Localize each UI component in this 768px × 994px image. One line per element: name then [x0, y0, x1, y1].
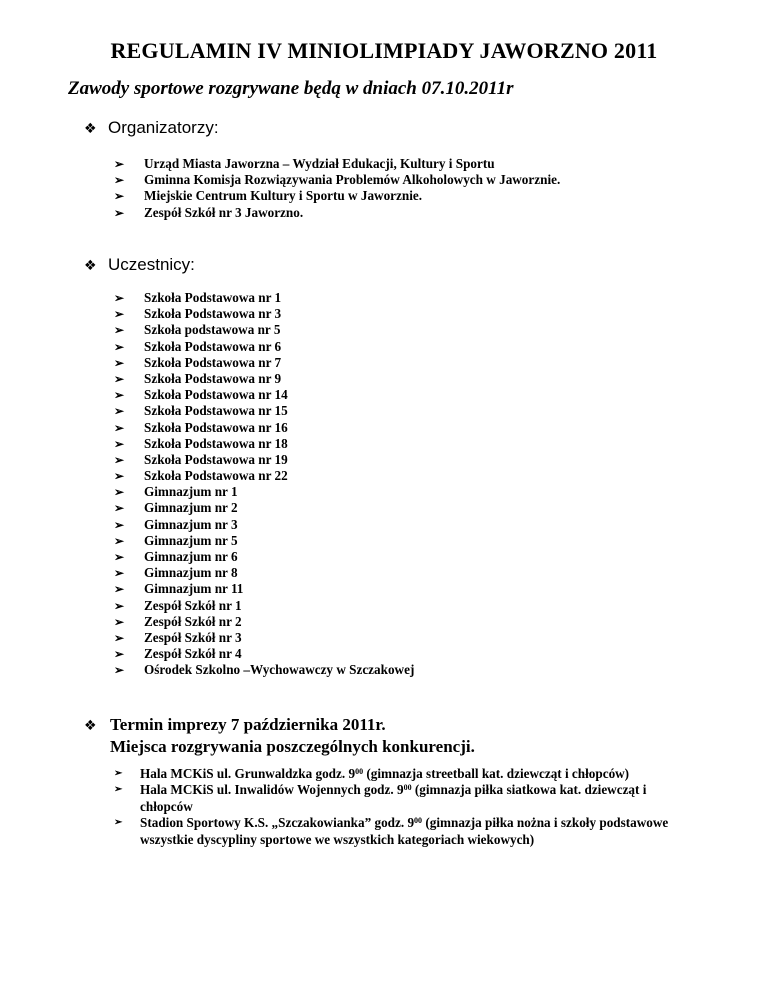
venue-time-superscript: 00: [355, 767, 364, 776]
participant-item: [114, 565, 414, 581]
organizer-item: [114, 172, 560, 188]
participant-item-label: Gimnazjum nr 6: [144, 549, 238, 564]
organizer-item-label: Miejskie Centrum Kultury i Sportu w Jaworznie.: [144, 188, 423, 204]
participant-item-label: Gimnazjum nr 11: [144, 581, 244, 597]
participant-item-label: Szkoła Podstawowa nr 3: [144, 306, 282, 322]
arrow-bullet-icon: ➢: [114, 517, 125, 532]
participant-item-label: Zespół Szkół nr 3: [144, 629, 242, 645]
arrow-bullet-icon: ➢: [114, 339, 125, 354]
arrow-bullet-icon: ➢: [114, 598, 125, 613]
participant-item: [114, 420, 414, 436]
participant-item: [114, 614, 414, 630]
arrow-bullet-icon: ➢: [114, 173, 125, 188]
arrow-bullet-icon: ➢: [114, 404, 125, 419]
participant-item-label: Gimnazjum nr 2: [144, 500, 238, 516]
participant-item: [114, 581, 414, 597]
participant-item: [114, 598, 414, 614]
diamond-bullet-icon: ❖: [84, 257, 97, 273]
diamond-bullet-icon: ❖: [84, 120, 97, 136]
organizers-list: [114, 156, 560, 221]
participant-item-label: Szkoła Podstawowa nr 14: [144, 387, 288, 403]
participant-item-label: Gimnazjum nr 3: [144, 516, 238, 532]
participant-item-label: Zespół Szkół nr 2: [144, 613, 242, 629]
venue-item: [114, 766, 674, 782]
schedule-heading-line1: Termin imprezy 7 października 2011r.: [110, 715, 386, 734]
arrow-bullet-icon: ➢: [114, 355, 125, 370]
participant-item: [114, 468, 414, 484]
participant-item-label: Szkoła Podstawowa nr 15: [144, 403, 288, 419]
participant-item: [114, 306, 414, 322]
participant-item-label: Ośrodek Szkolno –Wychowawczy w Szczakowej: [144, 662, 415, 678]
venue-text: Stadion Sportowy K.S. „Szczakowianka” godz. 9: [140, 815, 415, 831]
participant-item-label: Szkoła Podstawowa nr 22: [144, 468, 288, 484]
participant-item-label: Szkoła podstawowa nr 5: [144, 322, 281, 338]
participants-heading: [84, 255, 195, 275]
venue-description: (gimnazja piłka siatkowa kat. dziewcząt i chłopców: [140, 782, 647, 814]
organizers-heading-label: Organizatorzy:: [108, 118, 219, 137]
participant-item: [114, 646, 414, 662]
participant-item-label: Szkoła Podstawowa nr 7: [144, 354, 282, 370]
participant-item-label: Szkoła Podstawowa nr 18: [144, 435, 288, 451]
arrow-bullet-icon: ➢: [114, 817, 123, 829]
participant-item: [114, 371, 414, 387]
participant-item: [114, 452, 414, 468]
venue-item: [114, 815, 674, 848]
arrow-bullet-icon: ➢: [114, 205, 125, 220]
venue-time-superscript: 00: [403, 783, 412, 793]
organizer-item: [114, 205, 560, 221]
participant-item: [114, 436, 414, 452]
participant-item-label: Zespół Szkół nr 1: [144, 597, 242, 613]
venue-text: Hala MCKiS ul. Grunwaldzka godz. 9: [140, 766, 356, 781]
arrow-bullet-icon: ➢: [114, 566, 125, 581]
arrow-bullet-icon: ➢: [114, 582, 125, 597]
participant-item: [114, 484, 414, 500]
participant-item: [114, 630, 414, 646]
arrow-bullet-icon: ➢: [114, 323, 125, 338]
participant-item-label: Szkoła Podstawowa nr 16: [144, 419, 288, 435]
participant-item-label: Gimnazjum nr 8: [144, 565, 238, 581]
participant-item: [114, 403, 414, 419]
organizer-item-label: Zespół Szkół nr 3 Jaworzno.: [144, 204, 304, 220]
participant-item: [114, 290, 414, 306]
diamond-bullet-icon: ❖: [84, 717, 97, 733]
venue-time-superscript: 00: [414, 816, 423, 826]
arrow-bullet-icon: ➢: [114, 533, 125, 548]
schedule-heading: [84, 714, 475, 758]
document-title: REGULAMIN IV MINIOLIMPIADY JAWORZNO 2011: [110, 38, 658, 63]
venue-item: [114, 782, 674, 815]
venue-description: (gimnazja piłka nożna i szkoły podstawowe wszystkie dyscypliny sportowe we wszystkich kategoriach wiekowych): [140, 815, 669, 847]
arrow-bullet-icon: ➢: [114, 452, 125, 467]
participant-item: [114, 355, 414, 371]
participant-item: [114, 662, 414, 678]
participant-item-label: Szkoła Podstawowa nr 19: [144, 451, 288, 467]
arrow-bullet-icon: ➢: [114, 436, 125, 451]
participant-item-label: Gimnazjum nr 1: [144, 484, 238, 500]
arrow-bullet-icon: ➢: [114, 550, 125, 564]
arrow-bullet-icon: ➢: [114, 469, 125, 484]
arrow-bullet-icon: ➢: [114, 768, 123, 779]
participants-heading-label: Uczestnicy:: [108, 255, 195, 274]
arrow-bullet-icon: ➢: [114, 501, 125, 516]
participant-item: [114, 517, 414, 533]
participant-item: [114, 533, 414, 549]
schedule-heading-line2: Miejsca rozgrywania poszczególnych konkurencji.: [110, 737, 475, 756]
arrow-bullet-icon: ➢: [114, 157, 125, 171]
arrow-bullet-icon: ➢: [114, 614, 125, 629]
participants-list: [114, 290, 414, 679]
arrow-bullet-icon: ➢: [114, 485, 125, 500]
arrow-bullet-icon: ➢: [114, 291, 125, 305]
participant-item-label: Gimnazjum nr 5: [144, 532, 238, 548]
venues-list: [114, 766, 674, 848]
participant-item-label: Zespół Szkół nr 4: [144, 646, 242, 662]
organizers-heading: [84, 118, 219, 138]
venue-text: Hala MCKiS ul. Inwalidów Wojennych godz. 9: [140, 782, 404, 798]
arrow-bullet-icon: ➢: [114, 630, 125, 645]
participant-item: [114, 322, 414, 338]
document-subtitle: Zawody sportowe rozgrywane będą w dniach 07.10.2011r: [68, 78, 514, 99]
participant-item: [114, 549, 414, 565]
arrow-bullet-icon: ➢: [114, 307, 125, 322]
arrow-bullet-icon: ➢: [114, 784, 123, 796]
arrow-bullet-icon: ➢: [114, 420, 125, 435]
participant-item: [114, 500, 414, 516]
arrow-bullet-icon: ➢: [114, 647, 125, 662]
participant-item-label: Szkoła Podstawowa nr 9: [144, 370, 282, 386]
organizer-item: [114, 188, 560, 204]
arrow-bullet-icon: ➢: [114, 388, 125, 403]
venue-description: (gimnazja streetball kat. dziewcząt i chłopców): [363, 766, 630, 781]
participant-item: [114, 387, 414, 403]
organizer-item-label: Gminna Komisja Rozwiązywania Problemów Alkoholowych w Jaworznie.: [144, 172, 561, 188]
arrow-bullet-icon: ➢: [114, 663, 125, 678]
organizer-item-label: Urząd Miasta Jaworzna – Wydział Edukacji, Kultury i Sportu: [144, 156, 495, 171]
participant-item-label: Szkoła Podstawowa nr 1: [144, 290, 282, 305]
arrow-bullet-icon: ➢: [114, 371, 125, 386]
participant-item: [114, 339, 414, 355]
participant-item-label: Szkoła Podstawowa nr 6: [144, 338, 282, 354]
arrow-bullet-icon: ➢: [114, 189, 125, 204]
organizer-item: [114, 156, 560, 172]
